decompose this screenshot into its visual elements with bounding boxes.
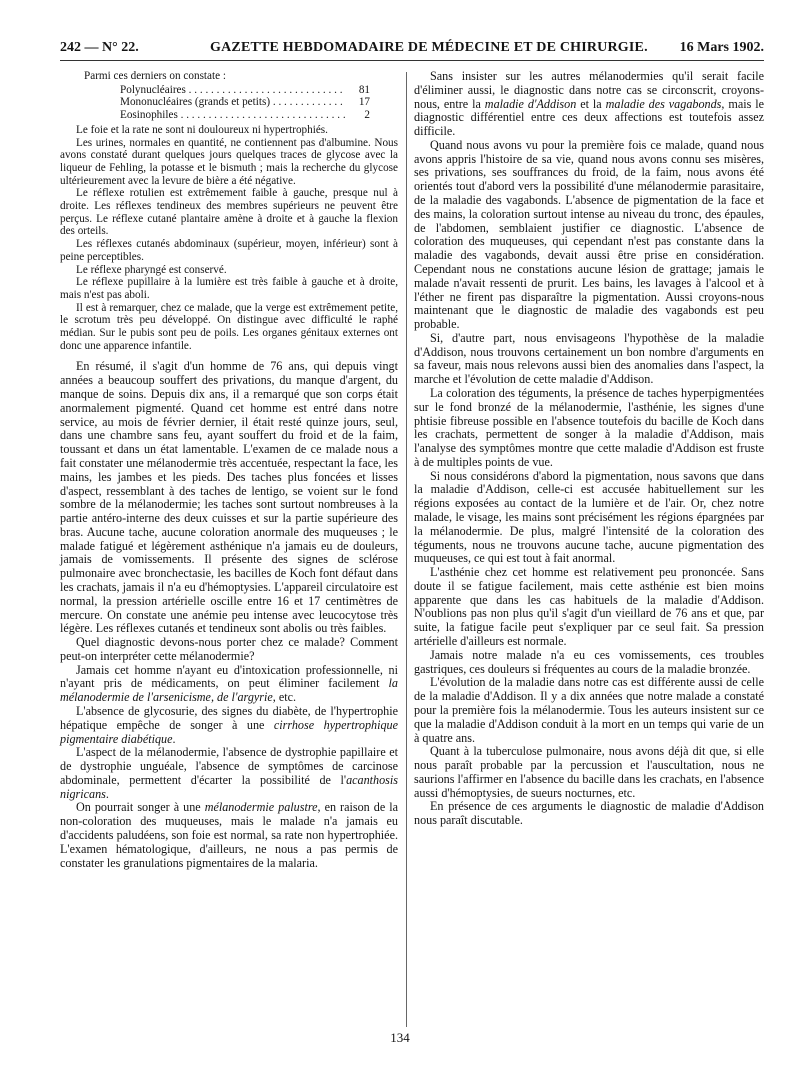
issue-date: 16 Mars 1902. xyxy=(679,40,764,55)
journal-title: GAZETTE HEBDOMADAIRE DE MÉDECINE ET DE CHIRURGIE. xyxy=(210,40,648,55)
leukocyte-stats xyxy=(120,84,370,122)
paragraph-asthenia: L'asthénie chez cet homme est relativement peu prononcée. Sans doute il se fatigue facilement, mais cette asthénie est bien moins apparente que dans les cas habituels de la maladie d'Addison. N'oublions pas non plus qu'il s'agit d'un vieillard de 76 ans et que, par suite, la fatigue facile peut s'expliquer par ce seul fait. Sa pression artérielle d'ailleurs est normale. xyxy=(414,565,764,649)
paragraph-melanodermia-aspect: L'aspect de la mélanodermie, l'absence de dystrophie papillaire et de dystrophie unguéale, l'absence de symptômes de carcinose abdominale, permettent d'écarter la possibilité de l'acanthosis nigricans. xyxy=(60,745,398,801)
left-column xyxy=(60,70,398,870)
page-issue-number: 242 — N° 22. xyxy=(60,40,139,55)
page-header xyxy=(60,38,764,61)
paragraph-patellar-reflex: Le réflexe rotulien est extrêmement faible à gauche, presque nul à droite. Les réflexes tendineux des membres supérieurs ne peuvent être perçus. Le réflexe cutané plantaire amène à droite et à gauche la flexion des orteils. xyxy=(60,187,398,238)
stat-label: Mononucléaires (grands et petits) . . . xyxy=(120,96,346,109)
right-column xyxy=(414,70,764,828)
stat-value: 81 xyxy=(358,83,370,96)
stats-intro: Parmi ces derniers on constate : xyxy=(84,70,226,82)
paragraph-vomiting: Jamais notre malade n'a eu ces vomissements, ces troubles gastriques, ces douleurs si fréquentes au cours de la maladie bronzée. xyxy=(414,647,764,676)
paragraph-pigmentation: Si nous considérons d'abord la pigmentation, nous savons que dans la maladie d'Addison, celle-ci est accusée habituellement sur les régions exposées au contact de la lumière et de l'air. Or, chez notre malade, le visage, les mains sont précisément les régions épargnées par la mélanodermie. De plus, malgré l'intensité de la coloration des téguments, nous ne trouvons aucune tache, aucune pigmentation des muqueuses, ce qui est tout à fait anormal. xyxy=(414,468,764,566)
stat-label: Polynucléaires . . . xyxy=(120,84,346,97)
paragraph-vagabond-hypothesis: Quand nous avons vu pour la première fois ce malade, quand nous avons appris l'histoire de sa vie, quand nous avons connu ses misères, ses privations, ses souffrances du froid, de la faim, nous avons été orientés tout d'abord vers la possibilité d'une mélanodermie parasitaire, de la maladie des vagabonds. L'absence de pigmentation de la face et des mains, la coloration surtout intense au niveau du tronc, des épaules, de l'abdomen, semblaient justifier ce diagnostic. L'absence de coloration des muqueuses, qui cependant n'est pas constante dans la maladie des vagabonds, devait aussi être prise en considération. Cependant nous ne constations aucune lésion de grattage; jamais le malade n'avait ressenti de prurit. Les bains, les lavages à l'alcool et à l'éther ne firent pas disparaître la pigmentation. Aussi croyons-nous maintenant que le diagnostic de maladie des vagabonds est peu probable. xyxy=(414,137,764,332)
paragraph-liver-spleen: Le foie et la rate ne sont ni douloureux ni hypertrophiés. xyxy=(76,123,328,136)
paragraph-palustre: On pourrait songer à une mélanodermie palustre, en raison de la non-coloration des muqueuses, mais le malade n'a jamais eu d'accidents paludéens, son foie est normal, sa rate non hypertrophiée. L'examen hématologique, d'ailleurs, ne nous a pas permis de constater les granulations pigmentaires de la malaria. xyxy=(60,800,398,870)
column-divider xyxy=(406,72,407,1027)
paragraph-diagnosis-question: Quel diagnostic devons-nous porter chez ce malade? Comment peut-on interpréter cette mélanodermie? xyxy=(60,635,398,663)
paragraph-abdominal-reflex: Les réflexes cutanés abdominaux (supérieur, moyen, inférieur) sont à peine perceptibles. xyxy=(60,238,398,263)
paragraph-summary: En résumé, il s'agit d'un homme de 76 ans, qui depuis vingt années a beaucoup souffert des privations, du manque d'argent, du manque de soins. Depuis dix ans, il a remarqué que son corps était anormalement pigmenté. Quand cet homme est entré dans notre service, au mois de février dernier, il était resté quinze jours, seul, dans une chambre sans feu, ayant souffert du froid et de la faim, toussant et dans un état lamentable. L'examen de ce malade nous a fait constater une mélanodermie très accentuée, respectant la face, les mains, les jambes et les pieds. Des taches plus foncées et lisses d'aspect, ressemblant à des taches de lentigo, se voient sur le fond sombre de la mélanodermie; les taches sont surtout nombreuses à la partie antéro-interne des deux cuisses et sur la partie supérieure des bras. Aucune tache, aucune coloration anormale des muqueuses ; le malade fatigué et légèrement asthénique n'a jamais eu de douleurs, jamais de vomissements. Il présente des signes de sclérose pulmonaire avec bronchectasie, les bacilles de Koch font défaut dans les crachats, jamais il n'a eu d'hémoptysies. L'appareil circulatoire est normal, la pression artérielle oscille entre 16 et 17 centimètres de mercure. On constate une anémie peu intense avec leucocytose très légère. Les réflexes cutanés et tendineux sont abolis ou très faibles. xyxy=(60,359,398,636)
stat-value: 17 xyxy=(358,96,370,109)
stat-row xyxy=(120,84,370,97)
paragraph-genital-organs: Il est à remarquer, chez ce malade, que la verge est extrêmement petite, le scrotum très peu développé. On distingue avec difficulté le raphé médian. Sur le pubis sont peu de poils. Les organes génitaux externes ont donc une apparence infantile. xyxy=(60,301,398,352)
paragraph-urine: Les urines, normales en quantité, ne contiennent pas d'albumine. Nous avons constaté durant quelques jours quelques traces de glycose avec la liqueur de Fehling, la potasse et le bismuth ; mais la recherche du glycose ultérieurement avec la levure de bière a été négative. xyxy=(60,136,398,187)
stat-row xyxy=(120,109,370,122)
stat-row xyxy=(120,96,370,109)
stat-label: Eosinophiles . . . xyxy=(120,109,346,122)
paragraph-evolution: L'évolution de la maladie dans notre cas est différente aussi de celle de la maladie d'Addison. Il y a dix années que notre malade a constaté pour la première fois la mélanodermie. Tous les auteurs insistent sur ce que la maladie d'Addison conduit à la mort en un temps qui varie de un à quatre ans. xyxy=(414,675,764,745)
paragraph-glycosuria: L'absence de glycosurie, des signes du diabète, de l'hypertrophie hépatique empêche de songer à une cirrhose hypertrophique pigmentaire diabétique. xyxy=(60,704,398,746)
paragraph-pharyngeal-reflex: Le réflexe pharyngé est conservé. xyxy=(76,263,227,276)
paragraph-teguments: La coloration des téguments, la présence de taches hyperpigmentées sur le fond bronzé de la mélanodermie, l'asthénie, les signes d'une phtisie fibreuse possible en l'absence toutefois du bacille de Koch dans les crachats, permettent de songer à la maladie d'Addison, mais l'analyse des symptômes montre que cette maladie d'Addison est fruste à de multiples points de vue. xyxy=(414,385,764,469)
paragraph-conclusion: En présence de ces arguments le diagnostic de maladie d'Addison nous paraît discutable. xyxy=(414,799,764,828)
page-number: 134 xyxy=(390,1030,410,1045)
paragraph-addison-hypothesis: Si, d'autre part, nous envisageons l'hypothèse de la maladie d'Addison, nous trouvons certainement un bon nombre d'arguments en sa faveur, mais nous relevons aussi bien des anomalies dans l'aspect, la marche et l'évolution de cette maladie d'Addison. xyxy=(414,330,764,387)
paragraph-pupillary-reflex: Le réflexe pupillaire à la lumière est très faible à gauche et à droite, mais n'est pas aboli. xyxy=(60,276,398,301)
paragraph-tuberculosis: Quant à la tuberculose pulmonaire, nous avons déjà dit que, si elle nous paraît probable par la percussion et l'auscultation, nous ne saurions l'affirmer en l'absence du bacille dans les crachats, en l'absence aussi d'hémoptysies, de sueurs nocturnes, etc. xyxy=(414,744,764,800)
paragraph-differential-diagnosis: Sans insister sur les autres mélanodermies qu'il serait facile d'éliminer aussi, le diagnostic dans notre cas se circonscrit, croyons-nous, entre la maladie d'Addison et la maladie des vagabonds, mais le diagnostic différentiel entre ces deux affections est toutefois assez difficile. xyxy=(414,69,764,139)
paragraph-intoxication: Jamais cet homme n'ayant eu d'intoxication professionnelle, ni n'ayant pris de médicaments, on peut éliminer facilement la mélanodermie de l'arsenicisme, de l'argyrie, etc. xyxy=(60,662,398,705)
stat-value: 2 xyxy=(364,109,370,122)
